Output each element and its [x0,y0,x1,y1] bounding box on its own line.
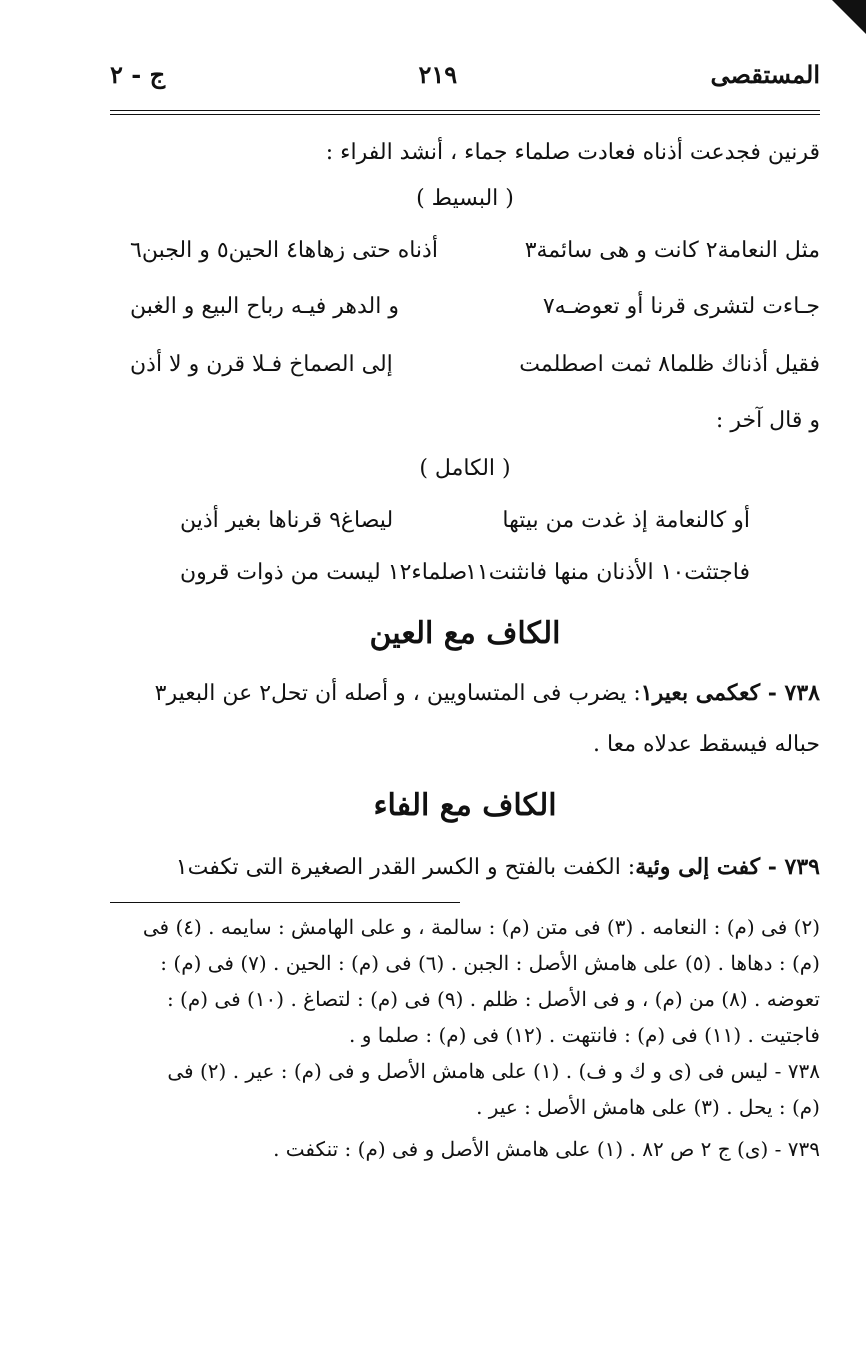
page-corner-mark [832,0,866,34]
entry-738 [155,678,820,709]
verse-hemistich-first: فاجتثت١٠ الأذنان منها فانثنت١١ [465,560,750,585]
verse-hemistich-first: جـاءت لتشرى قرنا أو تعوضـه٧ [542,294,820,319]
entry-738-head: ٧٣٨ - كعكمى بعير١ [640,680,820,706]
footnote-line: (م) : دهاها . (٥) على هامش الأصل : الجبن . (٦) فى (م) : الحين . (٧) فى (م) : [160,951,820,975]
running-header [110,60,820,104]
verse-hemistich-second: و الدهر فيـه رباح البيع و الغبن [130,294,399,319]
header-rule-double [110,114,820,115]
header-rule [110,110,820,111]
another-said: و قال آخر : [715,408,820,433]
entry-738-continuation: حباله فيسقط عدلاه معا . [592,732,820,757]
section-heading: الكاف مع العين [369,616,561,651]
footnote-line: (م) : يحل . (٣) على هامش الأصل : عير . [476,1095,820,1119]
entry-739-text: : الكفت بالفتح و الكسر القدر الصغيرة التى تكفت١ [175,855,636,880]
footnote-line: تعوضه . (٨) من (م) ، و فى الأصل : ظلم . (٩) فى (م) : لتصاغ . (١٠) فى (م) : [166,987,820,1011]
entry-738-text: : يضرب فى المتساويين ، و أصله أن تحل٢ عن البعير٣ [154,681,641,706]
footnote-line: (٢) فى (م) : النعامه . (٣) فى متن (م) : سالمة ، و على الهامش : سايمه . (٤) فى [142,915,820,939]
entry-739-head: ٧٣٩ - كفت إلى وئية [635,854,820,880]
part-number: ج - ٢ [110,60,166,89]
entry-739 [176,852,820,883]
verse-hemistich-first: مثل النعامة٢ كانت و هى سائمة٣ [524,238,820,263]
verse-hemistich-second: ليصاغ٩ قرناها بغير أذين [180,508,394,533]
verse-hemistich-second: أذناه حتى زهاها٤ الحين٥ و الجبن٦ [130,238,438,263]
verse-line [130,238,820,268]
footnote-line: ٧٣٨ - ليس فى (ى و ك و ف) . (١) على هامش الأصل و فى (م) : عير . (٢) فى [167,1059,820,1083]
verse-hemistich-second: صلماء١٢ ليست من ذوات قرون [180,560,468,585]
footnote-line: ٧٣٩ - (ى) ج ٢ ص ٨٢ . (١) على هامش الأصل و فى (م) : تنكفت . [273,1137,820,1161]
verse-hemistich-first: أو كالنعامة إذ غدت من بيتها [502,508,750,533]
verse-hemistich-second: إلى الصماخ فـلا قرن و لا أذن [130,352,393,377]
book-title: المستقصى [710,60,820,89]
meter-label-basit: ( البسيط ) [416,186,514,211]
footnote-line: فاجتيت . (١١) فى (م) : فانتهت . (١٢) فى (م) : صلما و . [349,1023,820,1047]
intro-line: قرنين فجدعت أذناه فعادت صلماء جماء ، أنشد الفراء : [325,140,820,165]
verse-line [130,352,820,382]
verse-line [130,508,820,538]
page [110,60,820,1161]
verse-line [130,294,820,324]
verse-hemistich-first: فقيل أذناك ظلما٨ ثمت اصطلمت [519,352,820,377]
section-heading: الكاف مع الفاء [373,788,557,823]
footnote-rule [110,902,460,903]
page-number: ٢١٩ [418,60,458,89]
verse-line [130,560,820,590]
meter-label-kamil: ( الكامل ) [419,456,511,481]
